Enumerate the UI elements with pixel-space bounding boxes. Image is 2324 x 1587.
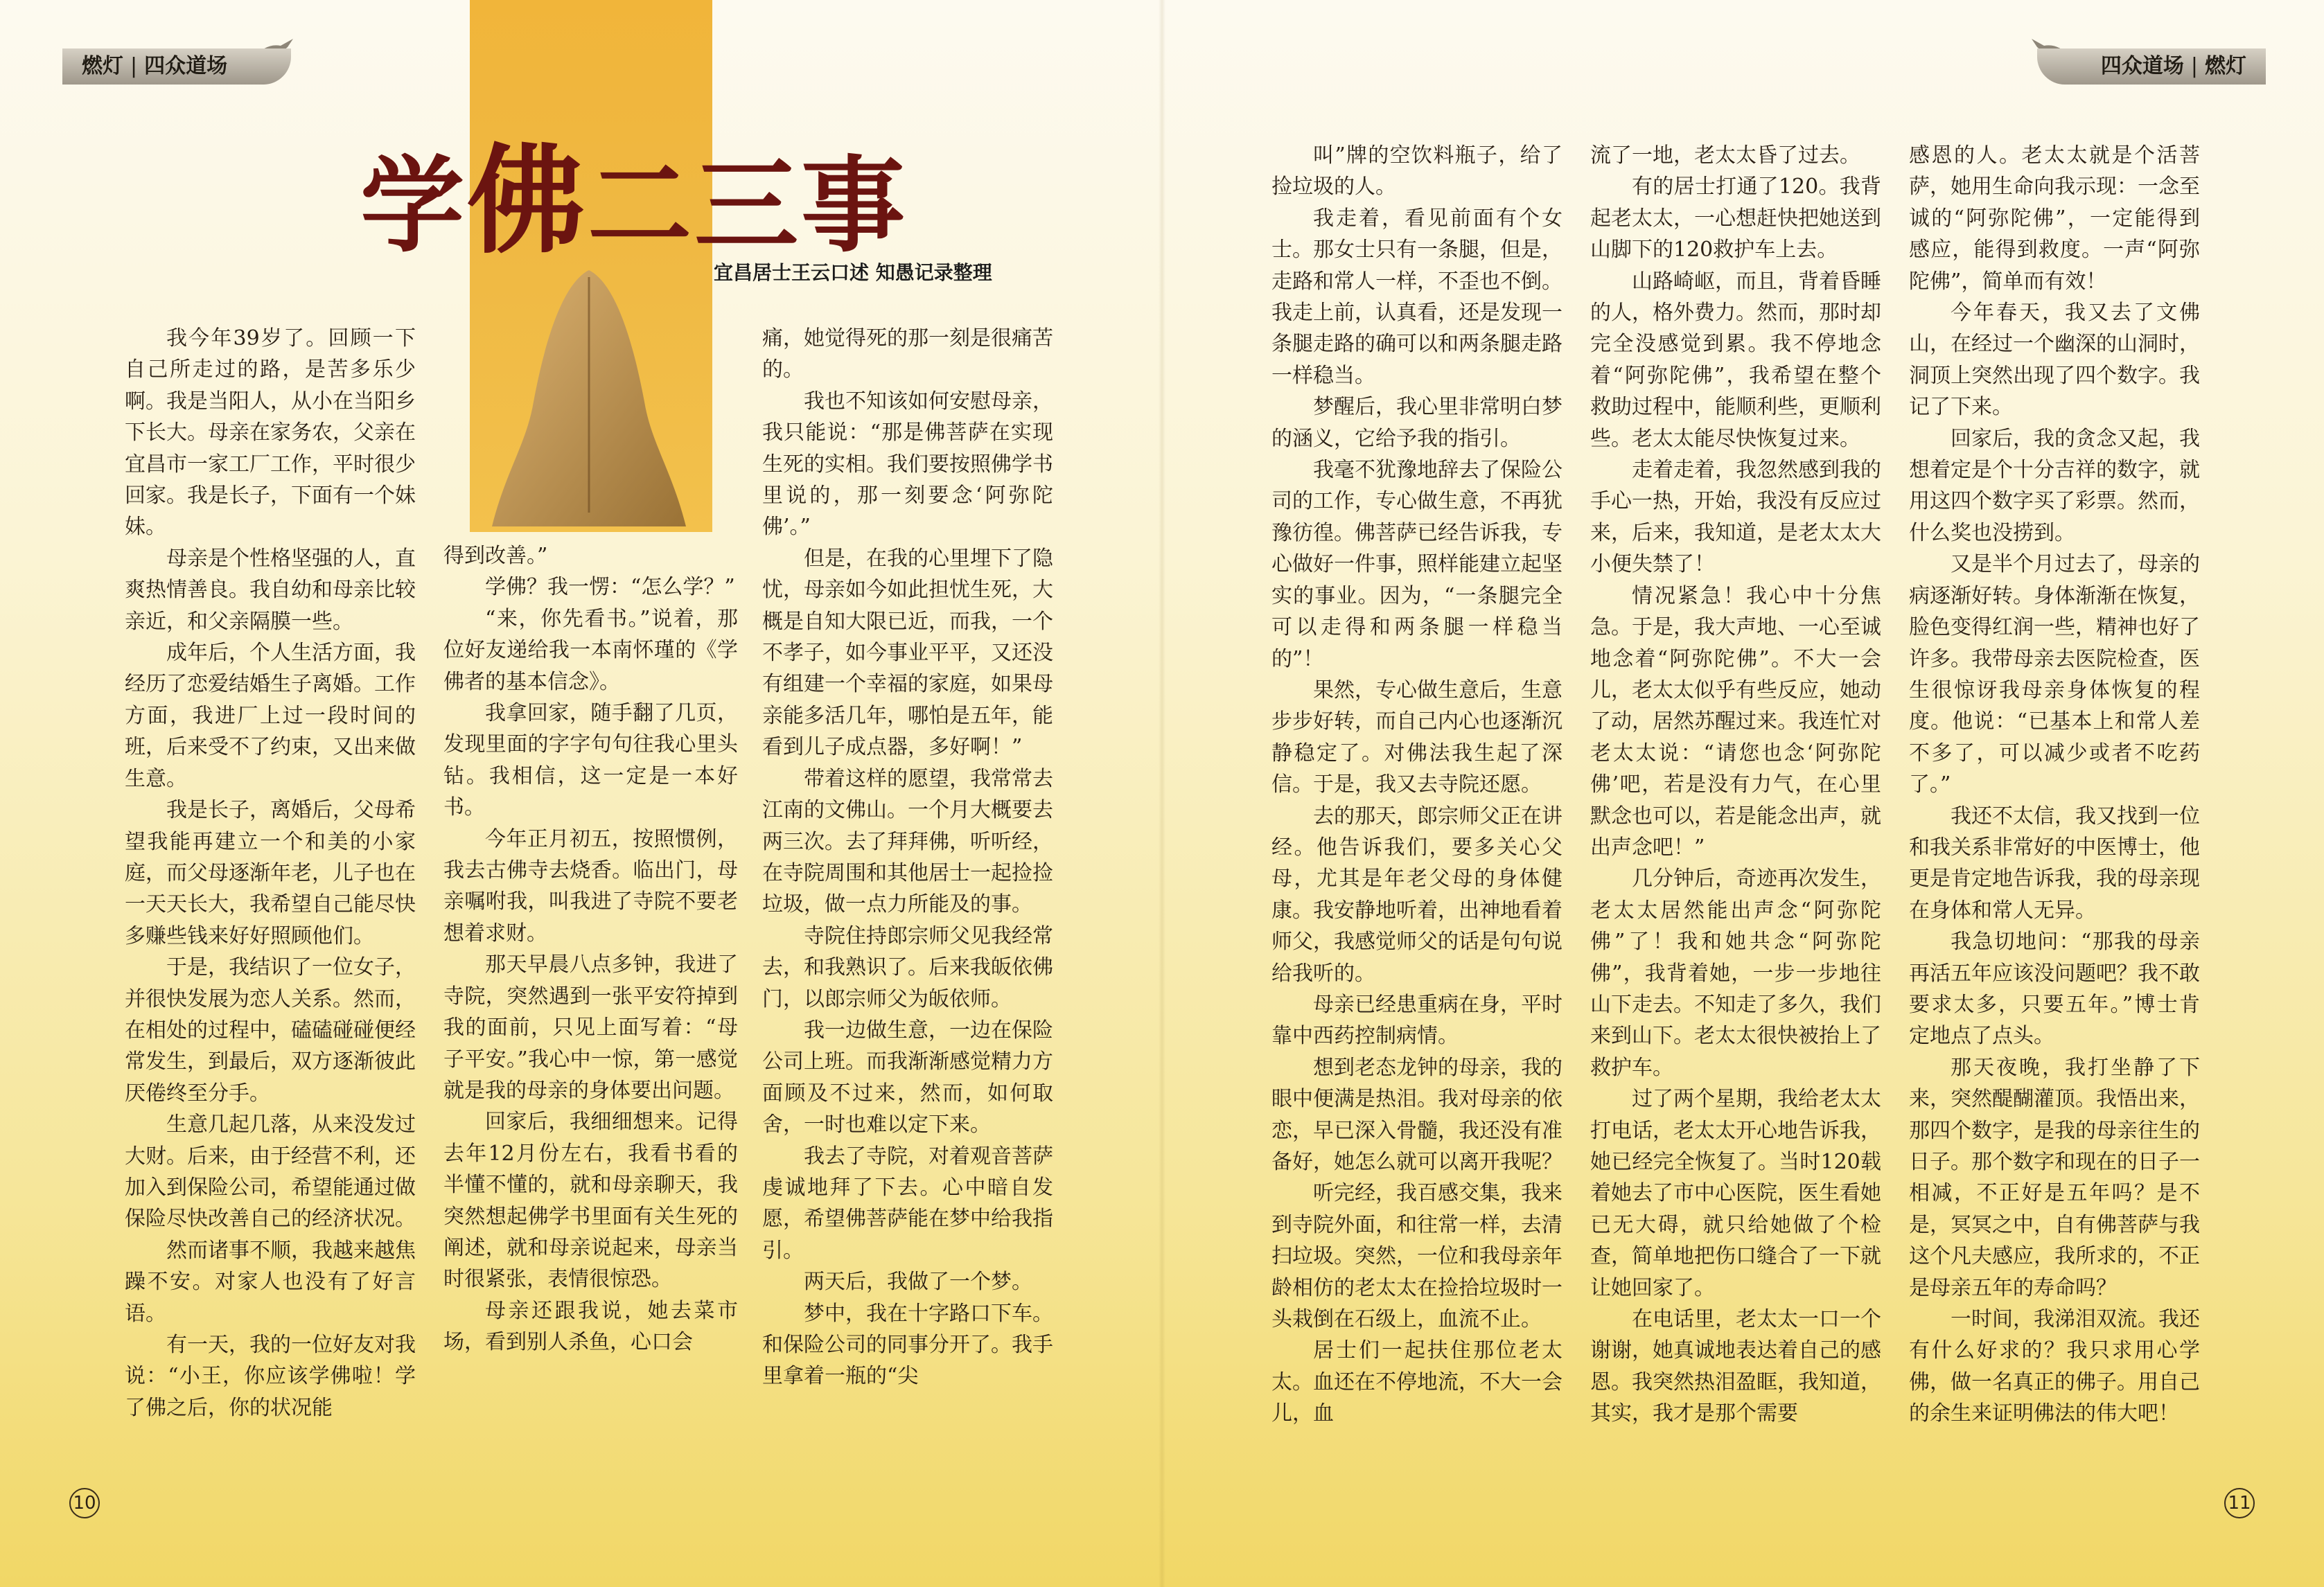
paragraph: 我走着，看见前面有个女士。那女士只有一条腿，但是，走路和常人一样，不歪也不倒。我走上前，认真看，还是发现一条腿走路的确可以和两条腿走路一样稳当。: [1271, 206, 1562, 388]
paragraph: 梦醒后，我心里非常明白梦的涵义，它给予我的指引。: [1271, 395, 1562, 451]
paragraph: 我今年39岁了。回顾一下自己所走过的路，是苦多乐少啊。我是当阳人，从小在当阳乡下长大。母亲在家务农，父亲在宜昌市一家工厂工作，平时很少回家。我是长子，下面有一个妹妹。: [125, 326, 416, 540]
paragraph: 寺院住持郎宗师父见我经常去，和我熟识了。后来我皈依佛门，以郎宗师父为皈依师。: [762, 923, 1053, 1011]
page-fold: [1159, 0, 1165, 1587]
paragraph: 母亲已经患重病在身，平时靠中西药控制病情。: [1271, 992, 1562, 1049]
header-left: [62, 48, 291, 85]
paragraph: 居士们一起扶住那位老太太。血还在不停地流，不大一会儿，血: [1271, 1338, 1562, 1426]
paragraph: 我毫不犹豫地辞去了保险公司的工作，专心做生意，不再犹豫彷徨。佛菩萨已经告诉我，专心做好一件事，照样能建立起坚实的事业。因为，“一条腿完全可以走得和两条腿一样稳当的”！: [1271, 458, 1562, 671]
paragraph: 我一边做生意，一边在保险公司上班。而我渐渐感觉精力方面顾及不过来，然而，如何取舍，一时也难以定下来。: [762, 1018, 1053, 1137]
paragraph: 情况紧急！我心中十分焦急。于是，我大声地、一心至诚地念着“阿弥陀佛”。不大一会儿，老太太似乎有些反应，她动了动，居然苏醒过来。我连忙对老太太说：“请您也念‘阿弥陀佛’吧，若是没有力气，在心里默念也可以，若是能念出声，就出声念吧！”: [1590, 583, 1881, 860]
text-column-2: [443, 540, 738, 1358]
paragraph: 我也不知该如何安慰母亲，我只能说：“那是佛菩萨在实现生死的实相。我们要按照佛学书里说的，那一刻要念‘阿弥陀佛’。”: [762, 389, 1053, 540]
paragraph: 两天后，我做了一个梦。: [804, 1270, 1032, 1295]
paragraph: 又是半个月过去了，母亲的病逐渐好转。身体渐渐在恢复，脸色变得红润一些，精神也好了许多。我带母亲去医院检查，医生很惊讶我母亲身体恢复的程度。他说：“已基本上和常人差不多了，可以减少或者不吃药了。”: [1909, 552, 2200, 797]
paragraph: 今年正月初五，按照惯例，我去古佛寺去烧香。临出门，母亲嘱咐我，叫我进了寺院不要老想着求财。: [443, 826, 738, 946]
paragraph: 于是，我结识了一位女子，并很快发展为恋人关系。然而，在相处的过程中，磕磕碰碰便经常发生，到最后，双方逐渐彼此厌倦终至分手。: [125, 955, 416, 1106]
page-number-left: 10: [69, 1488, 100, 1518]
paragraph: “来，你先看书。”说着，那位好友递给我一本南怀瑾的《学佛者的基本信念》。: [443, 606, 738, 694]
paragraph: 回家后，我细细想来。记得去年12月份左右，我看书看的半懂不懂的，就和母亲聊天，我突然想起佛学书里面有关生死的阐述，就和母亲说起来，母亲当时很紧张，表情很惊恐。: [443, 1110, 738, 1292]
paragraph: 感恩的人。老太太就是个活菩萨，她用生命向我示现：一念至诚的“阿弥陀佛”，一定能得到感应，能得到救度。一声“阿弥陀佛”，简单而有效！: [1909, 143, 2200, 294]
paragraph: 去的那天，郎宗师父正在讲经。他告诉我们，要多关心父母，尤其是年老父母的身体健康。我安静地听着，出神地看着师父，我感觉师父的话是句句说给我听的。: [1271, 804, 1562, 986]
title-part-2: 佛: [467, 132, 588, 270]
header-column: 四众道场: [144, 54, 228, 78]
paragraph: 我急切地问：“那我的母亲再活五年应该没问题吧？我不敢要求太多，只要五年。”博士肯定地点了点头。: [1909, 930, 2200, 1049]
paragraph: 想到老态龙钟的母亲，我的眼中便满是热泪。我对母亲的依恋，早已深入骨髓，我还没有准备好，她怎么就可以离开我呢？: [1271, 1055, 1562, 1174]
paragraph: 过了两个星期，我给老太太打电话，老太太开心地告诉我，她已经完全恢复了。当时120载着她去了市中心医院，医生看她已无大碍，就只给她做了个检查，简单地把伤口缝合了一下就让她回家了。: [1590, 1087, 1881, 1300]
paragraph: 得到改善。”: [443, 544, 548, 568]
header-column: 四众道场: [2100, 54, 2184, 78]
paragraph: 山路崎岖，而且，背着昏睡的人，格外费力。然而，那时却完全没感觉到累。我不停地念着“阿弥陀佛”，我希望在整个救助过程中，能顺利些，更顺利些。老太太能尽快恢复过来。: [1590, 269, 1881, 451]
paragraph: 叫”牌的空饮料瓶子，给了捡垃圾的人。: [1271, 143, 1562, 200]
paragraph: 我拿回家，随手翻了几页，发现里面的字字句句往我心里头钻。我相信，这一定是一本好书。: [443, 701, 738, 820]
article-byline: 宜昌居士王云口述 知愚记录整理: [714, 261, 992, 284]
paragraph: 我是长子，离婚后，父母希望我能再建立一个和美的小家庭，而父母逐渐年老，儿子也在一天天长大，我希望自己能尽快多赚些钱来好好照顾他们。: [125, 798, 416, 948]
header-section: 燃灯: [2205, 54, 2246, 78]
paragraph: 梦中，我在十字路口下车。和保险公司的同事分开了。我手里拿着一瓶的“尖: [762, 1301, 1053, 1389]
paragraph: 有的居士打通了120。我背起老太太，一心想赶快把她送到山脚下的120救护车上去。: [1590, 175, 1881, 263]
paragraph: 我还不太信，我又找到一位和我关系非常好的中医博士，他更是肯定地告诉我，我的母亲现在身体和常人无异。: [1909, 804, 2200, 923]
header-section: 燃灯: [82, 54, 123, 78]
paragraph: 生意几起几落，从来没发过大财。后来，由于经营不利，还加入到保险公司，希望能通过做保险尽快改善自己的经济状况。: [125, 1112, 416, 1232]
paragraph: 今年春天，我又去了文佛山，在经过一个幽深的山洞时，洞顶上突然出现了四个数字。我记了下来。: [1909, 301, 2200, 420]
header-separator: |: [130, 54, 138, 78]
text-column-6: [1909, 140, 2200, 1430]
paragraph: 带着这样的愿望，我常常去江南的文佛山。一个月大概要去两三次。去了拜拜佛，听听经，在寺院周围和其他居士一起捡捡垃圾，做一点力所能及的事。: [762, 766, 1053, 917]
page-number-right: 11: [2224, 1488, 2255, 1518]
paragraph: 走着走着，我忽然感到我的手心一热，开始，我没有反应过来，后来，我知道，是老太太大小便失禁了！: [1590, 458, 1881, 577]
text-column-1: [125, 323, 416, 1424]
text-column-5: [1590, 140, 1881, 1430]
paragraph: 有一天，我的一位好友对我说：“小王，你应该学佛啦！学了佛之后，你的状况能: [125, 1333, 416, 1420]
title-part-1: 学: [360, 145, 468, 267]
text-column-3: [762, 323, 1053, 1392]
text-column-4: [1271, 140, 1562, 1430]
paragraph: 学佛？我一愣：“怎么学？”: [485, 575, 735, 600]
paragraph: 那天早晨八点多钟，我进了寺院，突然遇到一张平安符掉到我的面前，只见上面写着：“母子平安。”我心中一惊，第一感觉就是我的母亲的身体要出问题。: [443, 952, 738, 1103]
paragraph: 痛，她觉得死的那一刻是很痛苦的。: [762, 326, 1053, 382]
paragraph: 流了一地，老太太昏了过去。: [1590, 143, 1860, 168]
paragraph: 我去了寺院，对着观音菩萨虔诚地拜了下去。心中暗自发愿，希望佛菩萨能在梦中给我指引。: [762, 1144, 1053, 1263]
paragraph: 成年后，个人生活方面，我经历了恋爱结婚生子离婚。工作方面，我进厂上过一段时间的班，后来受不了约束，又出来做生意。: [125, 641, 416, 791]
paragraph: 母亲还跟我说，她去菜市场，看到别人杀鱼，心口会: [443, 1298, 738, 1355]
paragraph: 但是，在我的心里埋下了隐忧，母亲如今如此担忧生死，大概是自知大限已近，而我，一个不孝子，如今事业平平，又还没有组建一个幸福的家庭，如果母亲能多活几年，哪怕是五年，能看到儿子成点器，多好啊！”: [762, 546, 1053, 760]
paragraph: 果然，专心做生意后，生意步步好转，而自己内心也逐渐沉静稳定了。对佛法我生起了深信。于是，我又去寺院还愿。: [1271, 677, 1562, 797]
title-part-3: 二三事: [588, 145, 908, 267]
paragraph: 母亲是个性格坚强的人，直爽热情善良。我自幼和母亲比较亲近，和父亲隔膜一些。: [125, 546, 416, 634]
paragraph: 那天夜晚，我打坐静了下来，突然醍醐灌顶。我悟出来，那四个数字，是我的母亲往生的日子。那个数字和现在的日子一相减，不正好是五年吗？是不是，冥冥之中，自有佛菩萨与我这个凡夫感应，我所求的，不正是母亲五年的寿命吗？: [1909, 1055, 2200, 1300]
paragraph: 几分钟后，奇迹再次发生，老太太居然能出声念“阿弥陀佛”了！我和她共念“阿弥陀佛”，我背着她，一步一步地往山下走去。不知走了多久，我们来到山下。老太太很快被抬上了救护车。: [1590, 867, 1881, 1080]
paragraph: 一时间，我涕泪双流。我还有什么好求的？我只求用心学佛，做一名真正的佛子。用自己的余生来证明佛法的伟大吧！: [1909, 1307, 2200, 1426]
article-title: [360, 132, 908, 270]
paragraph: 然而诸事不顺，我越来越焦躁不安。对家人也没有了好言语。: [125, 1238, 416, 1326]
paragraph: 在电话里，老太太一口一个谢谢，她真诚地表达着自己的感恩。我突然热泪盈眶，我知道，其实，我才是那个需要: [1590, 1307, 1881, 1426]
praying-hands-icon: [478, 263, 700, 526]
header-right: [2037, 48, 2266, 85]
header-separator: |: [2190, 54, 2198, 78]
paragraph: 回家后，我的贪念又起，我想着定是个十分吉祥的数字，就用这四个数字买了彩票。然而，什么奖也没捞到。: [1909, 426, 2200, 545]
paragraph: 听完经，我百感交集，我来到寺院外面，和往常一样，去清扫垃圾。突然，一位和我母亲年龄相仿的老太太在捡拾垃圾时一头栽倒在石级上，血流不止。: [1271, 1181, 1562, 1332]
